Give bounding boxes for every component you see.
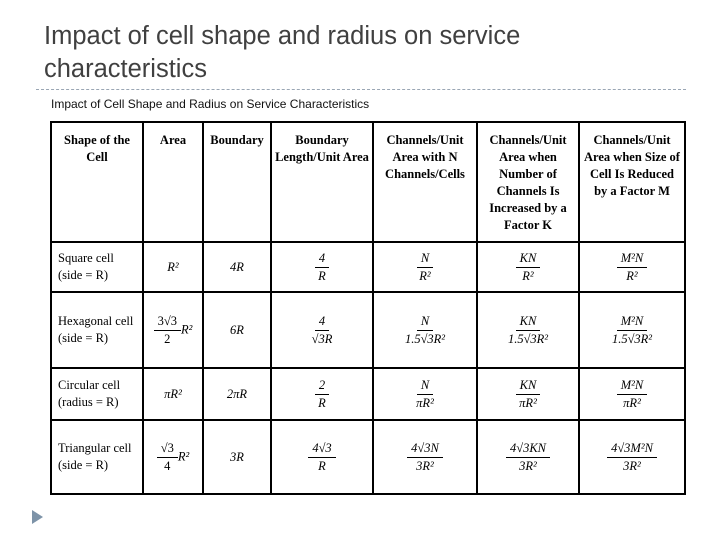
area-cell [143, 292, 203, 368]
channels-n-cell [373, 420, 477, 494]
shape-cell: Triangular cell (side = R) [51, 420, 143, 494]
cell-shape-table [50, 121, 686, 495]
numerator: 2 [315, 378, 329, 395]
numerator: N [417, 314, 433, 331]
numerator: M²N [617, 378, 648, 395]
header-boundary: Boundary [203, 122, 271, 242]
shape-cell: Hexagonal cell (side = R) [51, 292, 143, 368]
shape-cell: Square cell (side = R) [51, 242, 143, 292]
boundary-length-cell [271, 292, 373, 368]
boundary-length-cell [271, 420, 373, 494]
channels-m-cell [579, 292, 685, 368]
fraction [516, 251, 541, 284]
boundary-length-cell [271, 368, 373, 420]
area-cell: πR² [143, 368, 203, 420]
numerator: 4 [315, 251, 329, 268]
numerator: 4√3N [407, 441, 443, 458]
boundary-cell: 6R [203, 292, 271, 368]
denominator: 3R² [519, 458, 537, 473]
table-caption: Impact of Cell Shape and Radius on Service Characteristics [51, 97, 370, 111]
header-channels-m: Channels/Unit Area when Size of Cell Is Reduced by a Factor M [579, 122, 685, 242]
numerator: 3√3 [154, 314, 181, 331]
denominator: 1.5√3R² [404, 331, 446, 346]
fraction [314, 378, 330, 411]
numerator: M²N [617, 251, 648, 268]
numerator: 4 [315, 314, 329, 331]
area-cell [143, 420, 203, 494]
fraction [607, 441, 657, 474]
channels-m-cell [579, 368, 685, 420]
denominator: √3R [311, 331, 333, 346]
denominator: R [318, 395, 326, 410]
header-boundary-length: Boundary Length/Unit Area [271, 122, 373, 242]
channels-k-cell [477, 242, 579, 292]
channels-n-cell [373, 242, 477, 292]
denominator: R² [522, 268, 534, 283]
header-shape: Shape of the Cell [51, 122, 143, 242]
fraction [407, 441, 443, 474]
fraction [412, 378, 438, 411]
numerator: 4√3M²N [607, 441, 657, 458]
fraction [154, 314, 181, 347]
table-row [51, 292, 685, 368]
channels-k-cell [477, 292, 579, 368]
channels-m-cell [579, 420, 685, 494]
fraction [314, 251, 330, 284]
denominator: 3R² [623, 458, 641, 473]
denominator: πR² [519, 395, 537, 410]
numerator: 4√3 [308, 441, 335, 458]
table-row [51, 420, 685, 494]
header-channels-n: Channels/Unit Area with N Channels/Cells [373, 122, 477, 242]
table-header-row [51, 122, 685, 242]
denominator: R [318, 268, 326, 283]
denominator: R² [626, 268, 638, 283]
fraction [308, 314, 337, 347]
denominator: 1.5√3R² [507, 331, 549, 346]
denominator: 1.5√3R² [611, 331, 653, 346]
channels-n-cell [373, 292, 477, 368]
channels-k-cell [477, 368, 579, 420]
fraction [415, 251, 434, 284]
denominator: R² [419, 268, 431, 283]
channels-n-cell [373, 368, 477, 420]
fraction [608, 314, 656, 347]
fraction [617, 251, 648, 284]
boundary-cell: 4R [203, 242, 271, 292]
area-factor: R² [177, 448, 190, 463]
channels-k-cell [477, 420, 579, 494]
boundary-length-cell [271, 242, 373, 292]
fraction [506, 441, 550, 474]
numerator: KN [516, 378, 541, 395]
numerator: KN [516, 314, 541, 331]
fraction [308, 441, 335, 474]
numerator: M²N [617, 314, 648, 331]
denominator: πR² [416, 395, 434, 410]
numerator: N [417, 251, 433, 268]
denominator: πR² [623, 395, 641, 410]
title-divider [36, 89, 686, 90]
shape-cell: Circular cell (radius = R) [51, 368, 143, 420]
fraction [515, 378, 541, 411]
numerator: N [417, 378, 433, 395]
numerator: 4√3KN [506, 441, 550, 458]
channels-m-cell [579, 242, 685, 292]
triangle-bullet-icon [32, 510, 43, 524]
denominator: 2 [164, 331, 171, 346]
table-row [51, 242, 685, 292]
fraction [157, 441, 178, 474]
header-area: Area [143, 122, 203, 242]
denominator: 4 [164, 458, 171, 473]
boundary-cell: 2πR [203, 368, 271, 420]
boundary-cell: 3R [203, 420, 271, 494]
header-channels-k: Channels/Unit Area when Number of Channels Is Increased by a Factor K [477, 122, 579, 242]
table-row [51, 368, 685, 420]
area-cell: R² [143, 242, 203, 292]
denominator: R [318, 458, 326, 473]
denominator: 3R² [416, 458, 434, 473]
fraction [617, 378, 648, 411]
slide-title: Impact of cell shape and radius on service characteristics [44, 22, 521, 83]
numerator: KN [516, 251, 541, 268]
fraction [504, 314, 552, 347]
area-factor: R² [180, 321, 193, 336]
fraction [401, 314, 449, 347]
numerator: √3 [157, 441, 178, 458]
